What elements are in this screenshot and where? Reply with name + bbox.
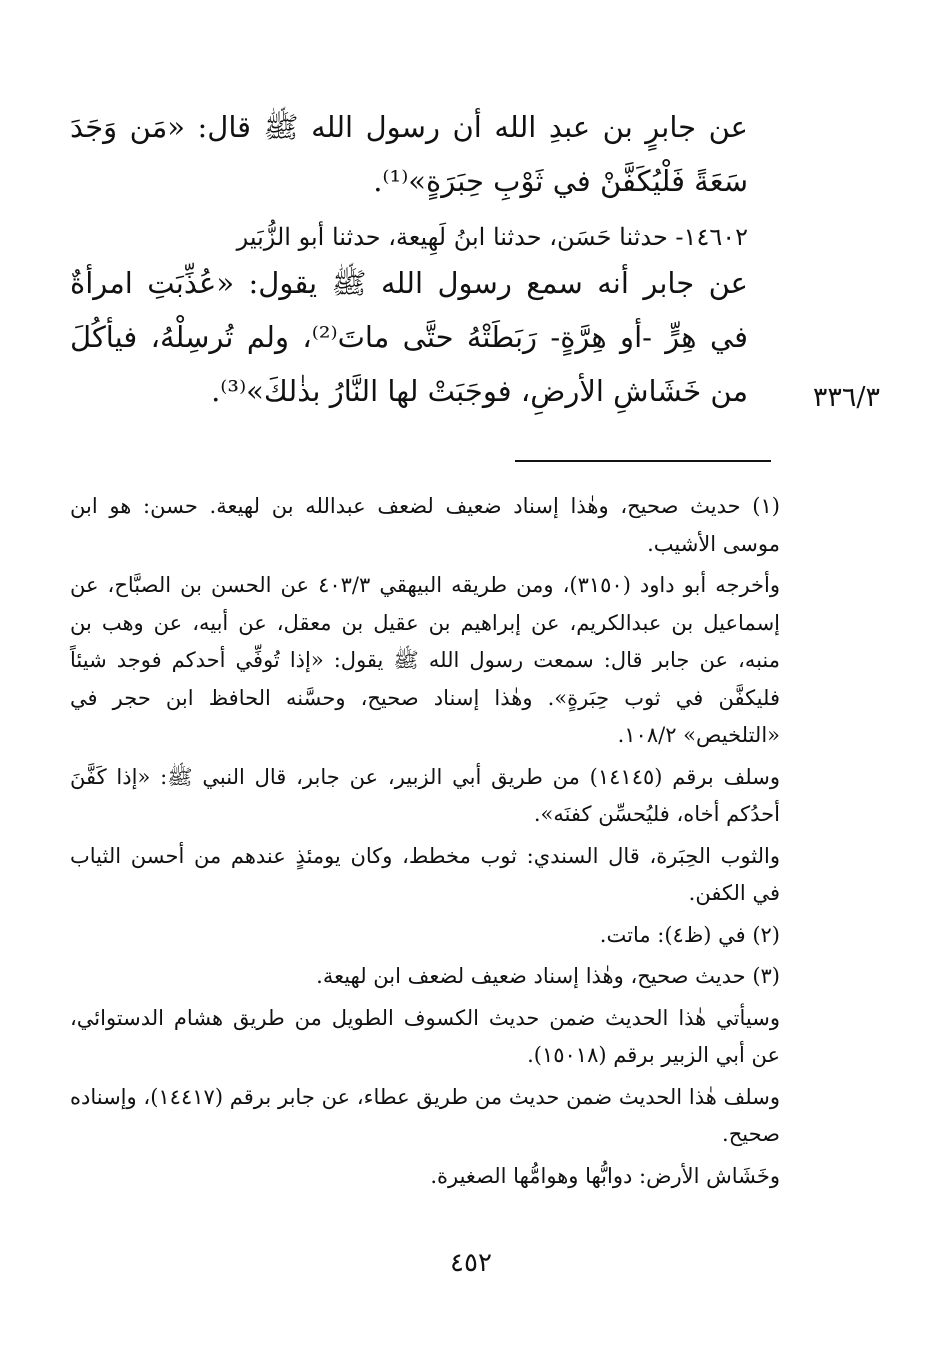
footnote-paragraph: وسلف هٰذا الحديث ضمن حديث من طريق عطاء، عن جابر برقم (١٤٤١٧)، وإسناده صحيح. (70, 1084, 780, 1146)
hadith-intro-paragraph: عن جابرٍ بن عبدِ الله أن رسول الله ﷺ قال: «مَن وَجَدَ سَعَةً فَلْيُكَفَّنْ في ثَوْبِ حِبَرَةٍ»⁽¹⁾. (70, 110, 748, 198)
footnote-paragraph: وسلف برقم (١٤١٤٥) من طريق أبي الزبير، عن جابر، قال النبي ﷺ: «إذا كَفَّنَ أحدُكم أخاه، فليُحسِّن كفنَه». (70, 764, 780, 826)
footnote-paragraph: وأخرجه أبو داود (٣١٥٠)، ومن طريقه البيهقي ٤٠٣/٣ عن الحسن بن الصبَّاح، عن إسماعيل بن عبدالكريم، عن إبراهيم بن عقيل بن معقل، عن أبيه، عن وهب بن منبه، عن جابر قال: سمعت رسول الله ﷺ يقول: «إذا تُوفِّي أحدكم فوجد شيئاً فليكفَّن في ثوب حِبَرةٍ». وهٰذا إسناد صحيح، وحسَّنه الحافظ ابن حجر في «التلخيص» ١٠٨/٢. (70, 573, 780, 747)
footnotes (70, 488, 780, 1199)
footnote-paragraph: (٣) حديث صحيح، وهٰذا إسناد ضعيف لضعف ابن لهيعة. (316, 964, 780, 988)
footnote-paragraph: (٢) في (ظ٤): ماتت. (599, 922, 780, 947)
hadith-matn-paragraph: عن جابر أنه سمع رسول الله ﷺ يقول: «عُذِّبَتِ امرأةٌ في هِرٍّ -أو هِرَّةٍ- رَبَطَتْهُ حتَّى ماتَ⁽²⁾، ولم تُرسِلْهُ، فيأكُلَ من خَشَاشِ الأرضِ، فوجَبَتْ لها النَّارُ بذٰلكَ»⁽³⁾. (70, 266, 748, 408)
footnote-paragraph: وخَشَاش الأرض: دوابُّها وهوامُّها الصغيرة. (430, 1163, 780, 1188)
hadith-isnad-line: ١٤٦٠٢- حدثنا حَسَن، حدثنا ابنُ لَهِيعة، حدثنا أبو الزُّبَير (236, 223, 748, 251)
main-text (70, 100, 748, 418)
footnote-paragraph: وسيأتي هٰذا الحديث ضمن حديث الكسوف الطويل من طريق هشام الدستوائي، عن أبي الزبير برقم (١٥٠١٨). (70, 1005, 780, 1067)
footnote-paragraph: والثوب الحِبَرة، قال السندي: ثوب مخطط، وكان يومئذٍ عندهم من أحسن الثياب في الكفن. (70, 843, 780, 905)
footnote-separator (515, 460, 771, 462)
margin-reference: ٣٣٦/٣ (812, 382, 880, 413)
footnote-paragraph: (١) حديث صحيح، وهٰذا إسناد ضعيف لضعف عبدالله بن لهيعة. حسن: هو ابن موسى الأشيب. (70, 494, 780, 556)
page-number: ٤٥٢ (450, 1248, 492, 1278)
